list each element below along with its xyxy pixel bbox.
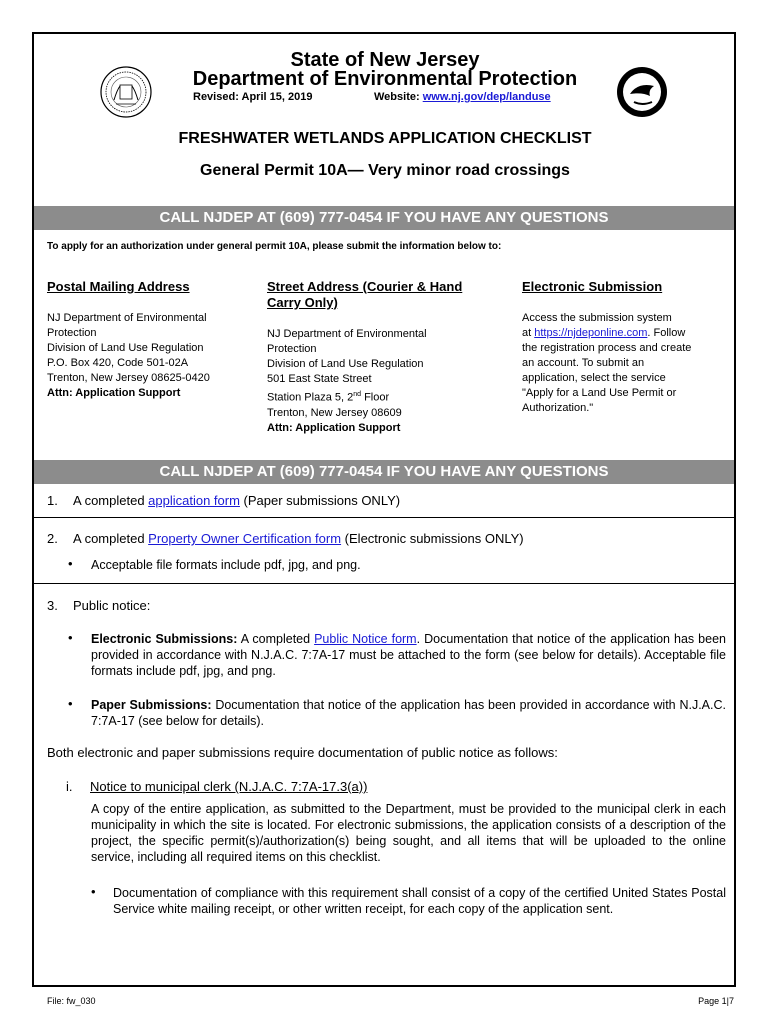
website-line: [374, 91, 551, 103]
questions-banner: CALL NJDEP AT (609) 777-0454 IF YOU HAVE ANY QUESTIONS: [34, 206, 734, 230]
website-link[interactable]: www.nj.gov/dep/landuse: [422, 91, 551, 103]
postal-address-column: [47, 279, 257, 401]
electronic-line: Authorization.": [522, 402, 594, 414]
checklist-title: FRESHWATER WETLANDS APPLICATION CHECKLIST: [178, 130, 592, 147]
street-station: Station Plaza 5, 2nd Floor: [267, 391, 390, 404]
street-address-column: [267, 279, 497, 436]
both-submissions-text: Both electronic and paper submissions require documentation of public notice as follows:: [47, 745, 558, 760]
street-line: 501 East State Street: [267, 373, 372, 385]
checklist-item-2: 2. A completed Property Owner Certification form (Electronic submissions ONLY): [47, 531, 524, 546]
divider: [34, 517, 734, 518]
public-notice-form-link[interactable]: Public Notice form: [314, 632, 417, 646]
street-heading-line1: Street Address (Courier & Hand: [267, 279, 463, 294]
file-id: File: fw_030: [47, 996, 96, 1006]
electronic-line: application, select the service: [522, 372, 666, 384]
page-number: Page 1|7: [698, 996, 734, 1006]
website-label: Website:: [374, 91, 420, 103]
notice-documentation-bullet: Documentation of compliance with this requirement shall consist of a copy of the certified United States Postal Service white mailing receipt, or other written receipt, for each copy of the application sent.: [113, 886, 726, 916]
bullet-icon: •: [68, 696, 73, 711]
questions-banner-2: CALL NJDEP AT (609) 777-0454 IF YOU HAVE ANY QUESTIONS: [34, 460, 734, 484]
electronic-link-line: at https://njdeponline.com. Follow: [522, 327, 686, 339]
checklist-item-3: 3. Public notice:: [47, 598, 151, 613]
revised-date: Revised: April 15, 2019: [193, 91, 313, 103]
street-heading-line2: Carry Only): [267, 295, 338, 310]
postal-line: Trenton, New Jersey 08625-0420: [47, 372, 210, 384]
application-form-link[interactable]: application form: [148, 493, 240, 508]
bullet-icon: •: [68, 556, 73, 571]
paper-submissions-bullet: Paper Submissions: Documentation that notice of the application has been provided in accordance with N.J.A.C. 7:7A-17 (see below for details).: [91, 698, 726, 728]
postal-line: NJ Department of Environmental: [47, 312, 207, 324]
electronic-heading: Electronic Submission: [522, 279, 663, 294]
postal-line: Division of Land Use Regulation: [47, 342, 204, 354]
file-formats-note: Acceptable file formats include pdf, jpg, and png.: [91, 558, 361, 572]
postal-line: Protection: [47, 327, 97, 339]
street-city: Trenton, New Jersey 08609: [267, 406, 402, 419]
street-line: Division of Land Use Regulation: [267, 358, 424, 370]
street-line: Protection: [267, 343, 317, 355]
divider: [34, 583, 734, 584]
electronic-line: an account. To submit an: [522, 357, 645, 369]
postal-line: P.O. Box 420, Code 501-02A: [47, 357, 189, 369]
notice-paragraph: A copy of the entire application, as submitted to the Department, must be provided to the municipal clerk in each municipality in which the site is located. For electronic submissions, the application consists of a description of the project, the specific permit(s)/authorization(s) being sought, and all items that will be uploaded to the online service, including all required items on this checklist.: [91, 802, 726, 864]
njdeponline-link[interactable]: https://njdeponline.com: [534, 327, 648, 339]
item-number: 3.: [47, 598, 58, 613]
bullet-icon: •: [68, 630, 73, 645]
street-attn: Attn: Application Support: [267, 421, 401, 434]
electronic-submissions-bullet: Electronic Submissions: A completed Public Notice form. Documentation that notice of the application has been provided in accordance with N.J.A.C. 7:7A-17 must be attached to the form (see below for details). Acceptable file formats include pdf, jpg, and png.: [91, 632, 726, 678]
agency-state: State of New Jersey: [290, 49, 480, 71]
street-heading: [267, 279, 497, 311]
postal-heading: Postal Mailing Address: [47, 279, 190, 294]
intro-text: To apply for an authorization under general permit 10A, please submit the information below to:: [47, 241, 502, 252]
item-number: 1.: [47, 493, 58, 508]
street-line: NJ Department of Environmental: [267, 328, 427, 340]
bullet-icon: •: [91, 884, 96, 899]
electronic-line: "Apply for a Land Use Permit or: [522, 387, 677, 399]
checklist-item-1: 1. A completed application form (Paper submissions ONLY): [47, 493, 401, 508]
notice-heading: i. Notice to municipal clerk (N.J.A.C. 7:7A-17.3(a)): [66, 779, 368, 794]
electronic-submission-column: [522, 279, 722, 416]
item-number: 2.: [47, 531, 58, 546]
checklist-subtitle: General Permit 10A— Very minor road crossings: [200, 162, 570, 179]
electronic-line: Access the submission system: [522, 312, 672, 324]
postal-attn: Attn: Application Support: [47, 387, 181, 399]
property-owner-certification-link[interactable]: Property Owner Certification form: [148, 531, 342, 546]
electronic-line: the registration process and create: [522, 342, 692, 354]
agency-department: Department of Environmental Protection: [192, 68, 578, 90]
